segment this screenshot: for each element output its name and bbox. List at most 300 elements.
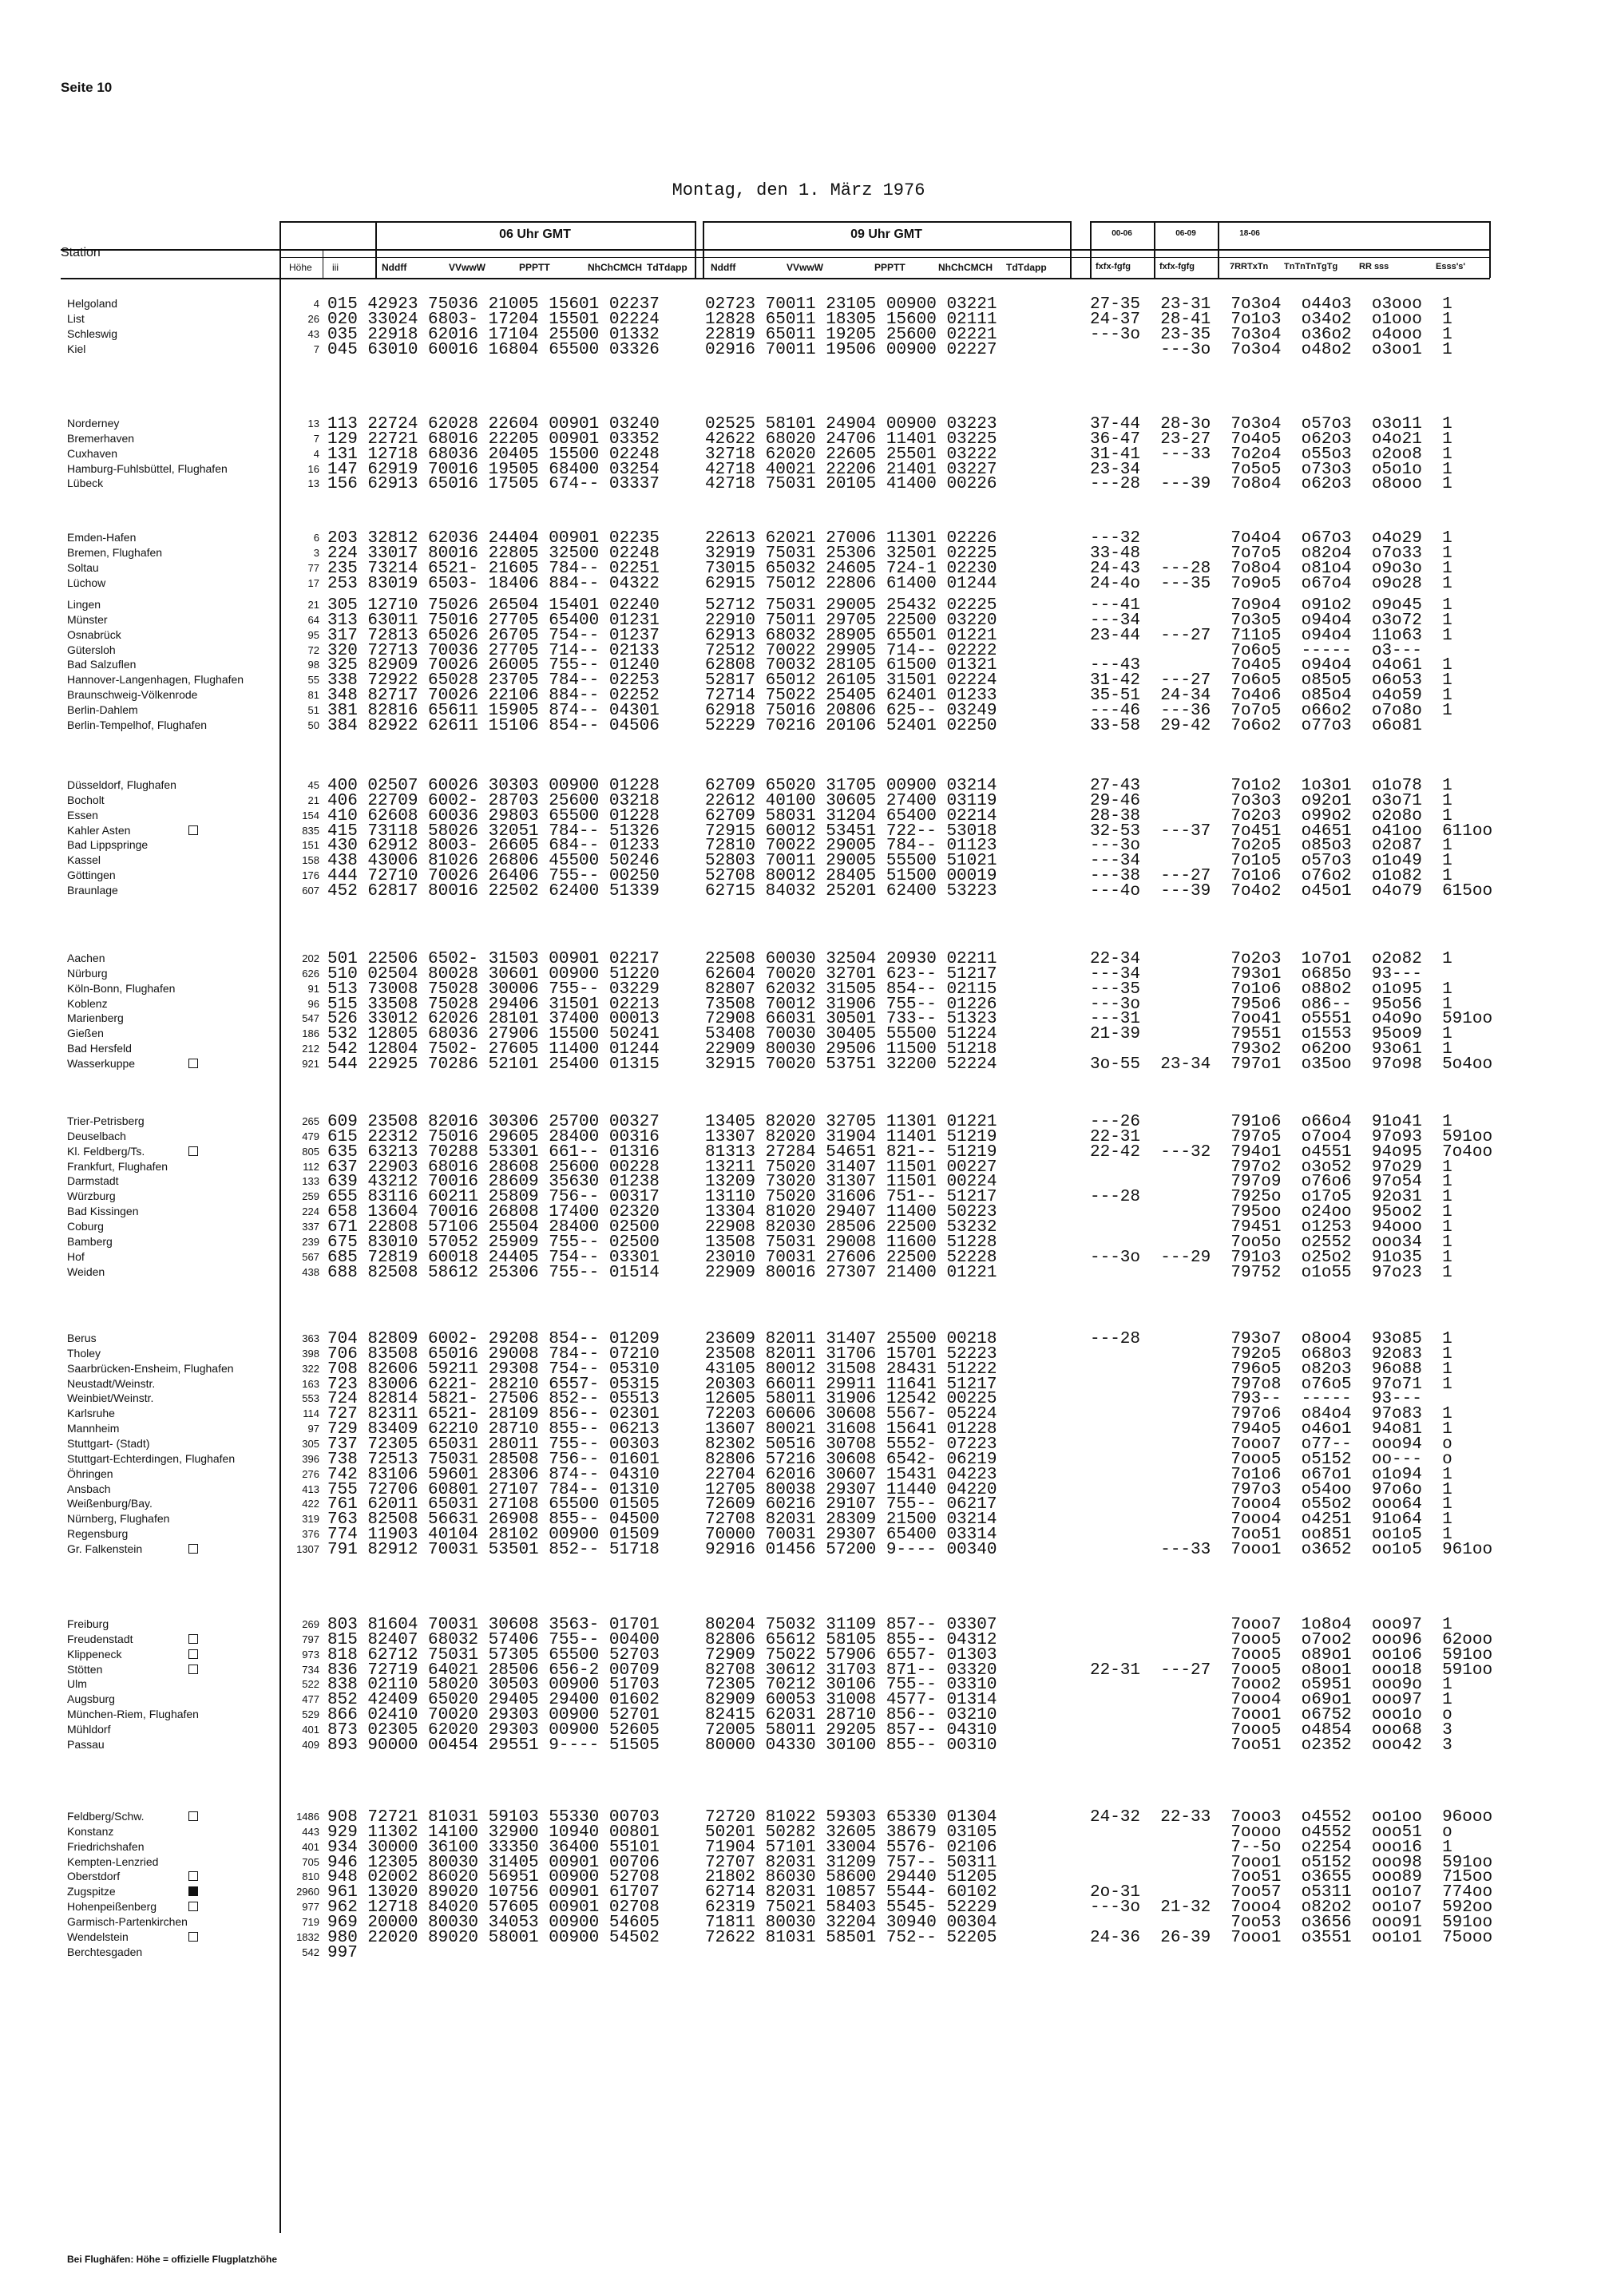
extremes-precip: 797o6 o84o4 97o83 1 (1090, 1405, 1452, 1424)
extremes-precip: 22-34 7o2o3 1o7o1 o2o82 1 (1090, 950, 1452, 968)
header-c3: 18-06 (1239, 229, 1260, 238)
station-height: 479 (302, 1130, 319, 1142)
obs-06-utc: 384 82922 62611 15106 854-- 04506 (327, 716, 660, 735)
obs-06-utc: 381 82816 65611 15905 874-- 04301 (327, 701, 660, 720)
extremes-precip: 7ooo5 o89o1 oo1o6 591oo (1090, 1645, 1493, 1665)
mountain-station-icon (188, 1059, 198, 1068)
mountain-station-icon (188, 1871, 198, 1881)
col-divider-c4 (1489, 221, 1491, 278)
obs-09-utc: 62604 70020 32701 623-- 51217 (705, 964, 997, 984)
obs-09-utc: 92916 01456 57200 9---- 00340 (705, 1540, 997, 1559)
mountain-station-icon (188, 1932, 198, 1942)
station-name: Wasserkuppe (67, 1056, 136, 1070)
station-height: 151 (302, 839, 319, 852)
station-name: Karlsruhe (67, 1407, 115, 1420)
obs-06-utc: 934 30000 36100 33350 36400 55101 (327, 1838, 660, 1857)
mountain-station-icon (188, 1544, 198, 1554)
station-height: 977 (302, 1901, 319, 1914)
station-height: 17 (307, 576, 319, 589)
obs-09-utc: 13607 80021 31608 15641 01228 (705, 1420, 997, 1439)
station-name: Düsseldorf, Flughafen (67, 778, 176, 791)
extremes-precip: 797o8 o76o5 97o71 1 (1090, 1375, 1452, 1394)
station-height: 45 (307, 779, 319, 791)
extremes-precip: 795oo o24oo 95oo2 1 (1090, 1203, 1452, 1222)
header-c1-sub: fxfx-fgfg (1096, 262, 1131, 271)
obs-09-utc: 20303 66011 29911 11641 51217 (705, 1375, 997, 1394)
station-height: 1486 (296, 1811, 319, 1823)
extremes-precip: 7ooo1 o5152 ooo98 591oo (1090, 1853, 1493, 1872)
obs-09-utc: 72622 81031 58501 752-- 52205 (705, 1928, 997, 1947)
obs-06-utc: 513 73008 75028 30006 755-- 03229 (327, 980, 660, 999)
mountain-station-icon (188, 1902, 198, 1911)
station-height: 305 (302, 1437, 319, 1450)
obs-09-utc: 72609 60216 29107 755-- 06217 (705, 1495, 997, 1514)
station-name: Kempten-Lenzried (67, 1855, 159, 1868)
station-name: Oberstdorf (67, 1870, 121, 1883)
extremes-precip: ---43 7o4o5 o94o4 o4o61 1 (1090, 656, 1452, 675)
extremes-precip: 7ooo2 o5951 ooo9o 1 (1090, 1676, 1452, 1695)
station-name: Öhringen (67, 1467, 113, 1480)
station-name: Soltau (67, 560, 99, 574)
extremes-precip: 23-34 7o5o5 o73o3 o5o1o 1 (1090, 460, 1452, 479)
station-height: 224 (302, 1205, 319, 1218)
obs-06-utc: 706 83508 65016 29008 784-- 07210 (327, 1344, 660, 1364)
station-height: 1832 (296, 1930, 319, 1943)
station-name: Freiburg (67, 1617, 109, 1630)
extremes-precip: 7--5o o2254 ooo16 1 (1090, 1838, 1452, 1857)
extremes-precip: ---33 7ooo1 o3652 oo1o5 961oo (1090, 1540, 1493, 1559)
obs-06-utc: 655 83116 60211 25809 756-- 00317 (327, 1188, 660, 1207)
obs-06-utc: 415 73118 58026 32051 784-- 51326 (327, 821, 660, 841)
extremes-precip: 792o5 o68o3 92o83 1 (1090, 1344, 1452, 1364)
station-name: Bad Hersfeld (67, 1042, 132, 1055)
station-name: Weinbiet/Weinstr. (67, 1391, 154, 1405)
station-height: 95 (307, 628, 319, 641)
extremes-precip: 7ooo7 o77-- ooo94 o (1090, 1435, 1452, 1454)
station-name: List (67, 311, 85, 325)
station-height: 265 (302, 1115, 319, 1127)
station-height: 477 (302, 1693, 319, 1706)
obs-06-utc: 742 83106 59601 28306 874-- 04310 (327, 1465, 660, 1484)
obs-09-utc: 32718 62020 22605 25501 03222 (705, 445, 997, 464)
station-height: 91 (307, 982, 319, 995)
station-name: Passau (67, 1737, 105, 1751)
obs-06-utc: 313 63011 75016 27705 65400 01231 (327, 611, 660, 630)
extremes-precip: 22-31 ---27 7ooo5 o8oo1 ooo18 591oo (1090, 1661, 1493, 1680)
obs-06-utc: 946 12305 80030 31405 00901 00706 (327, 1853, 660, 1872)
obs-06-utc: 708 82606 59211 29308 754-- 05310 (327, 1360, 660, 1379)
obs-09-utc: 81313 27284 54651 821-- 51219 (705, 1142, 997, 1162)
station-name: Freudenstadt (67, 1632, 133, 1645)
obs-06-utc: 727 82311 6521- 28109 856-- 02301 (327, 1405, 660, 1424)
extremes-precip: 22-42 ---32 794o1 o4551 94o95 7o4oo (1090, 1142, 1493, 1162)
extremes-precip: 27-35 23-31 7o3o4 o44o3 o3ooo 1 (1090, 295, 1452, 314)
extremes-precip: 23-44 ---27 711o5 o94o4 11o63 1 (1090, 626, 1452, 645)
station-name: Bremen, Flughafen (67, 545, 163, 559)
obs-09-utc: 82807 62032 31505 854-- 02115 (705, 980, 997, 999)
header-09-dew: TdTdapp (1006, 262, 1047, 273)
station-name: Mühldorf (67, 1722, 111, 1736)
obs-09-utc: 62714 82031 10857 5544- 60102 (705, 1883, 997, 1902)
station-height: 133 (302, 1175, 319, 1188)
extremes-precip: 79451 o1253 94ooo 1 (1090, 1217, 1452, 1237)
station-height: 4 (313, 298, 319, 310)
header-06-ppptt: PPPTT (519, 262, 550, 273)
obs-06-utc: 438 43006 81026 26806 45500 50246 (327, 852, 660, 871)
extremes-precip: ---38 ---27 7o1o6 o76o2 o1o82 1 (1090, 867, 1452, 886)
header-09-vvwww: VVwwW (787, 262, 824, 273)
obs-06-utc: 045 63010 60016 16804 65500 03326 (327, 340, 660, 359)
header-09-uhr: 09 Uhr GMT (850, 228, 922, 241)
obs-09-utc: 21802 86030 58600 29440 51205 (705, 1868, 997, 1887)
obs-06-utc: 338 72922 65028 23705 784-- 02253 (327, 671, 660, 691)
extremes-precip: 794o5 o46o1 94o81 1 (1090, 1420, 1452, 1439)
station-name: Köln-Bonn, Flughafen (67, 981, 176, 995)
station-name: Trier-Petrisberg (67, 1114, 145, 1127)
station-height: 7 (313, 432, 319, 445)
obs-06-utc: 962 12718 84020 57605 00901 02708 (327, 1898, 660, 1918)
obs-06-utc: 305 12710 75026 26504 15401 02240 (327, 596, 660, 615)
station-height: 396 (302, 1452, 319, 1465)
obs-06-utc: 791 82912 70031 53501 852-- 51718 (327, 1540, 660, 1559)
station-height: 401 (302, 1723, 319, 1736)
station-height: 319 (302, 1513, 319, 1526)
obs-06-utc: 113 22724 62028 22604 00901 03240 (327, 415, 660, 433)
obs-09-utc: 12605 58011 31906 12542 00225 (705, 1390, 997, 1409)
station-height: 734 (302, 1663, 319, 1676)
extremes-precip: 3o-55 23-34 797o1 o35oo 97o98 5o4oo (1090, 1055, 1493, 1074)
obs-06-utc: 997 (327, 1943, 358, 1962)
obs-06-utc: 444 72710 70026 26406 755-- 00250 (327, 867, 660, 886)
obs-09-utc: 12828 65011 18305 15600 02111 (705, 310, 997, 329)
obs-06-utc: 129 22721 68016 22205 00901 03352 (327, 430, 660, 449)
station-name: Norderney (67, 417, 120, 430)
extremes-precip: ---28 793o7 o8oo4 93o85 1 (1090, 1330, 1452, 1348)
extremes-precip: 24-37 28-41 7o1o3 o34o2 o1ooo 1 (1090, 310, 1452, 329)
station-name: Cuxhaven (67, 446, 118, 460)
station-name: Bocholt (67, 793, 105, 806)
obs-06-utc: 980 22020 89020 58001 00900 54502 (327, 1928, 660, 1947)
header-line-sub (279, 257, 1490, 258)
station-name: Klippeneck (67, 1647, 122, 1661)
obs-09-utc: 13405 82020 32705 11301 01221 (705, 1113, 997, 1131)
obs-06-utc: 203 32812 62036 24404 00901 02235 (327, 529, 660, 548)
obs-09-utc: 22704 62016 30607 15431 04223 (705, 1465, 997, 1484)
station-height: 2960 (296, 1886, 319, 1898)
extremes-precip: ---35 7o1o6 o88o2 o1o95 1 (1090, 980, 1452, 999)
obs-09-utc: 70000 70031 29307 65400 03314 (705, 1526, 997, 1545)
station-height: 398 (302, 1347, 319, 1360)
header-line-top (279, 221, 695, 223)
station-name: Feldberg/Schw. (67, 1810, 145, 1823)
obs-06-utc: 893 90000 00454 29551 9---- 51505 (327, 1736, 660, 1755)
obs-09-utc: 72708 82031 28309 21500 03214 (705, 1510, 997, 1530)
obs-09-utc: 52229 70216 20106 52401 02250 (705, 716, 997, 735)
obs-06-utc: 818 62712 75031 57305 65500 52703 (327, 1645, 660, 1665)
extremes-precip: 27-43 7o1o2 1o3o1 o1o78 1 (1090, 777, 1452, 795)
station-name: Gießen (67, 1027, 104, 1040)
obs-06-utc: 908 72721 81031 59103 55330 00703 (327, 1808, 660, 1827)
extremes-precip: ---31 7oo41 o5551 o4o9o 591oo (1090, 1010, 1493, 1029)
station-height: 13 (307, 418, 319, 430)
station-height: 239 (302, 1235, 319, 1248)
station-name: Hof (67, 1249, 85, 1263)
obs-09-utc: 52817 65012 26105 31501 02224 (705, 671, 997, 691)
station-name: Nürburg (67, 966, 108, 980)
station-name: Bad Kissingen (67, 1205, 139, 1218)
station-height: 259 (302, 1190, 319, 1203)
extremes-precip: ---3o 7o3o4 o48o2 o3oo1 1 (1090, 340, 1452, 359)
obs-06-utc: 452 62817 80016 22502 62400 51339 (327, 881, 660, 901)
station-name: Braunlage (67, 883, 118, 897)
extremes-precip: 797o9 o76o6 97o54 1 (1090, 1173, 1452, 1192)
obs-06-utc: 400 02507 60026 30303 00900 01228 (327, 777, 660, 795)
obs-09-utc: 22909 80016 27307 21400 01221 (705, 1263, 997, 1282)
extremes-precip: ---3o 795o6 o86-- 95o56 1 (1090, 995, 1452, 1014)
station-height: 186 (302, 1027, 319, 1040)
obs-06-utc: 761 62011 65031 27108 65500 01505 (327, 1495, 660, 1514)
extremes-precip: 7ooo5 o4854 ooo68 3 (1090, 1720, 1452, 1740)
station-height: 567 (302, 1250, 319, 1263)
extremes-precip: 7ooo5 o5152 oo--- o (1090, 1450, 1452, 1469)
mountain-station-icon (188, 1146, 198, 1156)
station-height: 51 (307, 703, 319, 716)
obs-09-utc: 22910 75011 29705 22500 03220 (705, 611, 997, 630)
station-height: 21 (307, 794, 319, 806)
obs-09-utc: 23010 70031 27606 22500 52228 (705, 1248, 997, 1267)
obs-06-utc: 609 23508 82016 30306 25700 00327 (327, 1113, 660, 1131)
page-number: Seite 10 (61, 80, 113, 95)
obs-09-utc: 82909 60053 31008 4577- 01314 (705, 1691, 997, 1710)
header-09-nddff: Nddff (711, 262, 736, 273)
station-name: Koblenz (67, 996, 108, 1010)
obs-09-utc: 22613 62021 27006 11301 02226 (705, 529, 997, 548)
station-name: Neustadt/Weinstr. (67, 1376, 156, 1390)
station-height: 3 (313, 546, 319, 559)
obs-09-utc: 02916 70011 19506 00900 02227 (705, 340, 997, 359)
obs-09-utc: 50201 50282 32605 38679 03105 (705, 1823, 997, 1842)
obs-09-utc: 22508 60030 32504 20930 02211 (705, 950, 997, 968)
header-06-dew: TdTdapp (647, 262, 688, 273)
obs-09-utc: 72005 58011 29205 857-- 04310 (705, 1720, 997, 1740)
station-height: 97 (307, 1423, 319, 1435)
header-06-nddff: Nddff (382, 262, 407, 273)
obs-09-utc: 71811 80030 32204 30940 00304 (705, 1913, 997, 1932)
obs-06-utc: 724 82814 5821- 27506 852-- 05513 (327, 1390, 660, 1409)
station-name: Hamburg-Fuhlsbüttel, Flughafen (67, 461, 228, 475)
station-height: 607 (302, 884, 319, 897)
obs-06-utc: 542 12804 7502- 27605 11400 01244 (327, 1040, 660, 1059)
obs-09-utc: 13307 82020 31904 11401 51219 (705, 1127, 997, 1146)
obs-06-utc: 156 62913 65016 17505 674-- 03337 (327, 475, 660, 494)
header-c5: RR sss (1359, 262, 1389, 271)
station-name: Schleswig (67, 327, 118, 340)
obs-09-utc: 73015 65032 24605 724-1 02230 (705, 559, 997, 578)
station-height: 805 (302, 1145, 319, 1158)
obs-06-utc: 969 20000 80030 34053 00900 54605 (327, 1913, 660, 1932)
header-c3-sub: 7RRTxTn (1230, 262, 1269, 271)
extremes-precip: ---41 7o9o4 o91o2 o9o45 1 (1090, 596, 1452, 615)
obs-09-utc: 02723 70011 23105 00900 03221 (705, 295, 997, 314)
col-divider-09b (1070, 221, 1072, 278)
station-height: 409 (302, 1738, 319, 1751)
station-height: 413 (302, 1483, 319, 1495)
station-name: Berlin-Dahlem (67, 703, 138, 716)
extremes-precip: 33-48 7o7o5 o82o4 o7o33 1 (1090, 544, 1452, 563)
obs-06-utc: 515 33508 75028 29406 31501 02213 (327, 995, 660, 1014)
extremes-precip: 22-31 797o5 o7oo4 97o93 591oo (1090, 1127, 1493, 1146)
station-height: 973 (302, 1648, 319, 1661)
extremes-precip: 7oooo o4552 ooo51 o (1090, 1823, 1452, 1842)
mountain-station-icon (188, 1649, 198, 1659)
header-06-vvwww: VVwwW (449, 262, 486, 273)
obs-09-utc: 42718 40021 22206 21401 03227 (705, 460, 997, 479)
station-height: 154 (302, 809, 319, 821)
station-name: Berchtesgaden (67, 1945, 143, 1958)
header-c6: Esss's' (1436, 262, 1466, 271)
obs-09-utc: 22819 65011 19205 25600 02221 (705, 325, 997, 344)
header-iii: iii (332, 262, 339, 273)
station-name: Gr. Falkenstein (67, 1542, 143, 1555)
obs-09-utc: 82415 62031 28710 856-- 03210 (705, 1706, 997, 1725)
header-line-mid (61, 249, 1490, 251)
obs-06-utc: 929 11302 14100 32900 10940 00801 (327, 1823, 660, 1842)
obs-06-utc: 325 82909 70026 26005 755-- 01240 (327, 656, 660, 675)
extremes-precip: ---34 7o3o5 o94o4 o3o72 1 (1090, 611, 1452, 630)
obs-09-utc: 72203 60606 30608 5567- 05224 (705, 1405, 997, 1424)
station-height: 337 (302, 1220, 319, 1233)
station-height: 7 (313, 342, 319, 355)
extremes-precip: ---46 ---36 7o7o5 o66o2 o7o8o 1 (1090, 701, 1452, 720)
station-name: Bad Lippspringe (67, 838, 149, 852)
station-name: Weißenburg/Bay. (67, 1497, 153, 1510)
obs-09-utc: 53408 70030 30405 55500 51224 (705, 1025, 997, 1044)
header-09-ppptt: PPPTT (874, 262, 905, 273)
station-height: 43 (307, 327, 319, 340)
station-height: 158 (302, 854, 319, 867)
station-height: 16 (307, 462, 319, 475)
extremes-precip: ---4o ---39 7o4o2 o45o1 o4o79 615oo (1090, 881, 1493, 901)
obs-06-utc: 815 82407 68032 57406 755-- 00400 (327, 1630, 660, 1649)
station-height: 921 (302, 1057, 319, 1070)
station-name: Kassel (67, 853, 101, 867)
extremes-precip: ---28 ---39 7o8o4 o62o3 o8ooo 1 (1090, 475, 1452, 494)
obs-06-utc: 253 83019 6503- 18406 884-- 04322 (327, 574, 660, 593)
station-name: Frankfurt, Flughafen (67, 1159, 168, 1173)
obs-09-utc: 32915 70020 53751 32200 52224 (705, 1055, 997, 1074)
obs-06-utc: 526 33012 62026 28101 37400 00013 (327, 1010, 660, 1029)
extremes-precip: ---32 7o4o4 o67o3 o4o29 1 (1090, 529, 1452, 548)
obs-06-utc: 410 62608 60036 29803 65500 01228 (327, 806, 660, 825)
station-name: Lübeck (67, 477, 104, 490)
station-name: Berus (67, 1332, 97, 1344)
station-height: 81 (307, 689, 319, 702)
obs-06-utc: 675 83010 57052 25909 755-- 02500 (327, 1233, 660, 1252)
extremes-precip: 37-44 28-3o 7o3o4 o57o3 o3o11 1 (1090, 415, 1452, 433)
station-name: Friedrichshafen (67, 1839, 145, 1853)
obs-06-utc: 852 42409 65020 29405 29400 01602 (327, 1691, 660, 1710)
obs-09-utc: 23508 82011 31706 15701 52223 (705, 1344, 997, 1364)
extremes-precip: ---3o ---29 791o3 o25o2 91o35 1 (1090, 1248, 1452, 1267)
station-name: Wendelstein (67, 1930, 129, 1943)
obs-06-utc: 866 02410 70020 29303 00900 52701 (327, 1706, 660, 1725)
obs-06-utc: 235 73214 6521- 21605 784-- 02251 (327, 559, 660, 578)
obs-09-utc: 72720 81022 59303 65330 01304 (705, 1808, 997, 1827)
extremes-precip: 7ooo7 1o8o4 ooo97 1 (1090, 1616, 1452, 1634)
station-height: 98 (307, 659, 319, 671)
station-height: 163 (302, 1377, 319, 1390)
obs-09-utc: 22612 40100 30605 27400 03119 (705, 791, 997, 810)
station-height: 438 (302, 1265, 319, 1278)
col-divider-06b (695, 221, 696, 278)
station-name: Braunschweig-Völkenrode (67, 688, 198, 702)
extremes-precip: 7oo51 oo851 oo1o5 1 (1090, 1526, 1452, 1545)
extremes-precip: 31-41 ---33 7o2o4 o55o3 o2oo8 1 (1090, 445, 1452, 464)
obs-06-utc: 948 02002 86020 56951 00900 52708 (327, 1868, 660, 1887)
station-name: Marienberg (67, 1011, 124, 1025)
obs-06-utc: 774 11903 40104 28102 00900 01509 (327, 1526, 660, 1545)
station-height: 13 (307, 477, 319, 490)
station-name: Tholey (67, 1346, 101, 1360)
station-name: Deuselbach (67, 1129, 126, 1142)
obs-09-utc: 42622 68020 24706 11401 03225 (705, 430, 997, 449)
extremes-precip: 24-36 26-39 7ooo1 o3551 oo1o1 75ooo (1090, 1928, 1493, 1947)
header-06-uhr: 06 Uhr GMT (499, 228, 571, 241)
station-name: Hannover-Langenhagen, Flughafen (67, 673, 244, 687)
station-name: Coburg (67, 1219, 104, 1233)
extremes-precip: ---3o 7o2o5 o85o3 o2o87 1 (1090, 837, 1452, 856)
station-height: 626 (302, 967, 319, 980)
header-09-clouds: NhChCMCH (938, 262, 993, 273)
extremes-precip: ---3o 21-32 7ooo4 o82o2 oo1o7 592oo (1090, 1898, 1493, 1918)
obs-06-utc: 838 02110 58020 30503 00900 51703 (327, 1676, 660, 1695)
extremes-precip: 793-- ----- 93--- (1090, 1390, 1422, 1409)
station-name: Stuttgart-Echterdingen, Flughafen (67, 1451, 236, 1465)
obs-06-utc: 836 72719 64021 28506 656-2 00709 (327, 1661, 660, 1680)
extremes-precip: 793o2 o62oo 93o61 1 (1090, 1040, 1452, 1059)
obs-06-utc: 510 02504 80028 30601 00900 51220 (327, 964, 660, 984)
header-06-clouds: NhChCMCH (588, 262, 642, 273)
mountain-station-icon (188, 1811, 198, 1821)
obs-09-utc: 72909 75022 57906 6557- 01303 (705, 1645, 997, 1665)
obs-06-utc: 131 12718 68036 20405 15500 02248 (327, 445, 660, 464)
station-name: Augsburg (67, 1692, 115, 1706)
obs-09-utc: 52712 75031 29005 25432 02225 (705, 596, 997, 615)
station-height: 202 (302, 952, 319, 964)
station-height: 269 (302, 1618, 319, 1630)
obs-09-utc: 71904 57101 33004 5576- 02106 (705, 1838, 997, 1857)
obs-06-utc: 763 82508 56631 26908 855-- 04500 (327, 1510, 660, 1530)
station-name: Bremerhaven (67, 431, 135, 445)
station-height: 96 (307, 997, 319, 1010)
obs-09-utc: 13209 73020 31307 11501 00224 (705, 1173, 997, 1192)
extremes-precip: 33-58 29-42 7o6o2 o77o3 o6o81 (1090, 716, 1422, 735)
extremes-precip: 797o2 o3o52 97o29 1 (1090, 1158, 1452, 1177)
station-name: Ulm (67, 1677, 87, 1691)
extremes-precip: 2o-31 7oo57 o5311 oo1o7 774oo (1090, 1883, 1493, 1902)
station-height: 547 (302, 1012, 319, 1025)
obs-09-utc: 72908 66031 30501 733-- 51323 (705, 1010, 997, 1029)
extremes-precip: 7ooo4 o55o2 ooo64 1 (1090, 1495, 1452, 1514)
extremes-precip: 35-51 24-34 7o4o6 o85o4 o4o59 1 (1090, 687, 1452, 706)
station-name: Bad Salzuflen (67, 658, 137, 671)
mountain-station-filled-icon (188, 1886, 198, 1896)
obs-06-utc: 430 62912 8003- 26605 684-- 01233 (327, 837, 660, 856)
station-height: 376 (302, 1528, 319, 1541)
obs-06-utc: 961 13020 89020 10756 00901 61707 (327, 1883, 660, 1902)
extremes-precip: 29-46 7o3o3 o92o1 o3o71 1 (1090, 791, 1452, 810)
extremes-precip: 7ooo4 o69o1 ooo97 1 (1090, 1691, 1452, 1710)
